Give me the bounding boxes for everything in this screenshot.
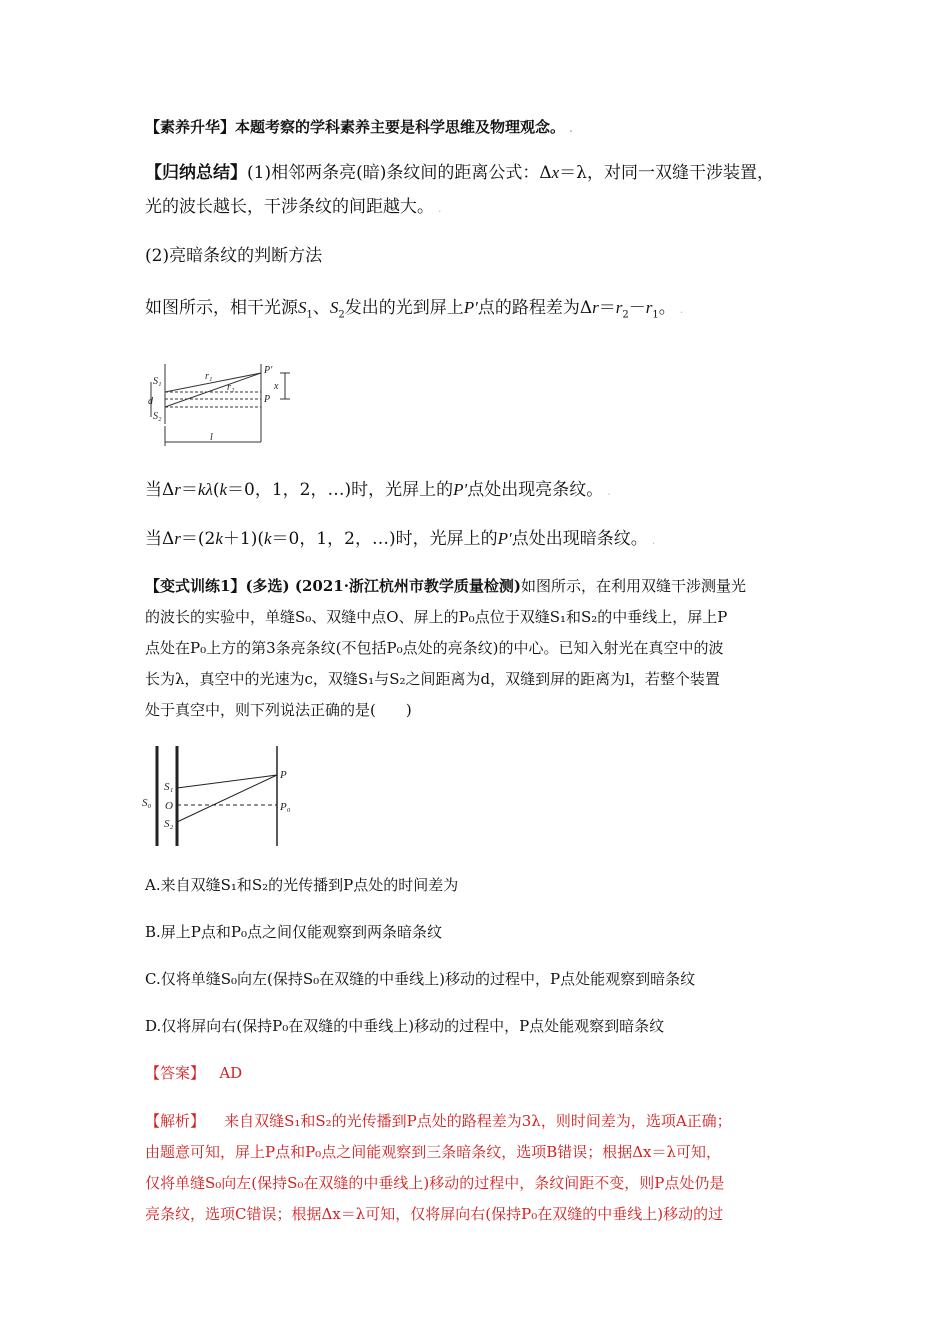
exercise-line-2: 的波长的实验中，单缝S₀、双缝中点O、屏上的P₀点位于双缝S₁和S₂的中垂线上，屏上P — [145, 608, 728, 626]
ray-r2 — [165, 373, 261, 407]
label-r1: r₁ — [205, 371, 213, 382]
label-l: l — [210, 432, 213, 443]
answer-value: AD — [219, 1064, 243, 1082]
label-x: x — [274, 381, 279, 392]
label-r2: r₂ — [227, 382, 235, 393]
conclude-line-2: 光的波长越长，干涉条纹的间距越大。 . — [145, 197, 442, 217]
analysis-line-1: 【解析】 来自双缝S₁和S₂的光传播到P点处的路程差为3λ，则时间差为，选项A正确； — [145, 1112, 732, 1130]
label-s2: S₂ — [164, 818, 174, 830]
option-b: B.屏上P点和P₀点之间仅能观察到两条暗条纹 — [145, 923, 442, 941]
conclude-line-1: 【归纳总结】(1)相邻两条亮(暗)条纹间的距离公式：Δx＝λ，对同一双缝干涉装置， — [145, 163, 774, 183]
exercise-title: 【变式训练1】(多选) (2021·浙江杭州市教学质量检测) — [145, 577, 522, 595]
label-p-prime: P′ — [264, 365, 273, 376]
label-o: O — [165, 800, 173, 812]
answer-line — [145, 1060, 815, 1087]
analysis-line-3: 仅将单缝S₀向左(保持S₀在双缝的中垂线上)移动的过程中，条纹间距不变，则P点处仍是 — [145, 1174, 725, 1192]
double-slit-path-figure — [140, 362, 310, 454]
option-c: C.仅将单缝S₀向左(保持S₀在双缝的中垂线上)移动的过程中，P点处能观察到暗条纹 — [145, 970, 696, 988]
label-d: d — [148, 396, 153, 407]
answer-tag: 【答案】 — [145, 1064, 206, 1082]
exercise-line-5: 处于真空中，则下列说法正确的是( ) — [145, 701, 412, 719]
label-s0: S₀ — [142, 797, 152, 809]
summary-line: 【素养升华】本题考察的学科素养主要是科学思维及物理观念。 . — [145, 118, 573, 136]
exercise-line-3: 点处在P₀上方的第3条亮条纹(不包括P₀点处的亮条纹)的中心。已知入射光在真空中的波 — [145, 639, 724, 657]
label-s2: S₂ — [153, 411, 162, 422]
exercise-line-1: 【变式训练1】(多选) (2021·浙江杭州市教学质量检测)如图所示，在利用双缝干涉测量光 — [145, 577, 747, 595]
label-s1: S₁ — [164, 781, 174, 793]
label-p: P — [264, 394, 271, 405]
analysis-tag: 【解析】 — [145, 1112, 206, 1130]
exercise-line-4: 长为λ，真空中的光速为c，双缝S₁与S₂之间距离为d，双缝到屏的距离为l，若整个装置 — [145, 670, 720, 688]
conclude-method: (2)亮暗条纹的判断方法 — [145, 246, 323, 266]
analysis-line-4: 亮条纹，选项C错误；根据Δx＝λ可知，仅将屏向右(保持P₀在双缝的中垂线上)移动的过 — [145, 1205, 724, 1223]
option-d: D.仅将屏向右(保持P₀在双缝的中垂线上)移动的过程中，P点处能观察到暗条纹 — [145, 1017, 665, 1035]
conclude-tag: 【归纳总结】 — [145, 163, 247, 183]
analysis-line-2: 由题意可知，屏上P点和P₀点之间能观察到三条暗条纹，选项B错误；根据Δx＝λ可知， — [145, 1143, 722, 1161]
option-a: A.来自双缝S₁和S₂的光传播到P点处的时间差为 — [145, 876, 459, 894]
ray-s2-p — [177, 775, 277, 822]
dark-condition: 当Δr＝(2k＋1)(k＝0，1，2，…)时，光屏上的P′点处出现暗条纹。 . — [145, 529, 656, 549]
double-slit-apparatus-figure — [140, 742, 305, 850]
ray-r1 — [165, 373, 261, 392]
label-p: P — [280, 769, 287, 781]
label-p0: P₀ — [280, 801, 291, 813]
label-s1: S₁ — [153, 376, 162, 387]
bright-condition: 当Δr＝kλ(k＝0，1，2，…)时，光屏上的P′点处出现亮条纹。 . — [145, 480, 611, 500]
path-diff-line: 如图所示，相干光源$S_1$、$S_2$发出的光到屏上P′点的路程差为$\Delta r=r_2-r_1$。 . — [145, 298, 684, 321]
